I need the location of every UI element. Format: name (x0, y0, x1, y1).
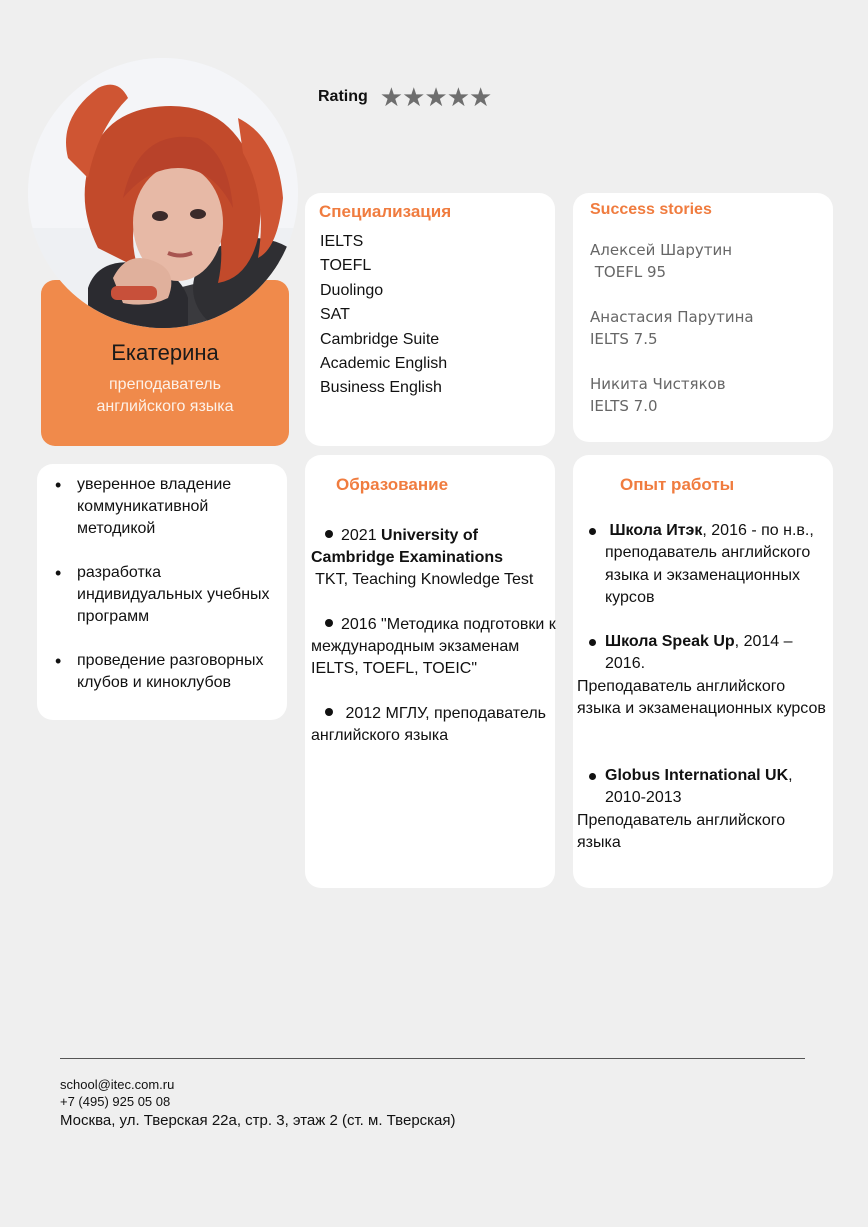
education-item (311, 703, 559, 747)
specialization-item: SAT (320, 306, 350, 324)
skills-card (37, 464, 287, 720)
skill-item: • разработка индивидуальных учебных программ (77, 562, 277, 628)
footer-address: Москва, ул. Тверская 22а, стр. 3, этаж 2 (ст. м. Тверская) (60, 1112, 456, 1129)
education-year: 2012 (341, 705, 382, 722)
student-result: IELTS 7.0 (590, 397, 658, 415)
success-story (590, 239, 732, 283)
education-title: Образование (336, 475, 449, 494)
rating-label: Rating (318, 88, 368, 105)
footer (60, 1076, 456, 1131)
education-card (305, 455, 555, 888)
experience-head (577, 520, 832, 609)
education-item (311, 614, 559, 680)
experience-period: , 2016 - по н.в., преподаватель английского языка и экзаменационных курсов (605, 522, 814, 606)
experience-company: Школа Speak Up (605, 633, 735, 650)
experience-card (573, 455, 833, 888)
specialization-item: Academic English (320, 355, 448, 373)
experience-item (577, 765, 832, 854)
teacher-role (61, 374, 269, 418)
experience-item (577, 631, 832, 720)
bullet-icon (325, 708, 333, 716)
education-detail: МГЛУ, преподаватель английского языка (311, 705, 546, 744)
avatar (28, 58, 298, 328)
specialization-item: Duolingo (320, 281, 384, 299)
experience-period: , 2010-2013 (605, 767, 793, 807)
rating (318, 84, 491, 110)
portrait-photo (28, 58, 298, 328)
success-story (590, 306, 754, 350)
footer-email[interactable]: school@itec.com.ru (60, 1077, 175, 1092)
experience-position: Преподаватель английского языка (577, 811, 786, 851)
experience-period: , 2014 – 2016. (605, 633, 793, 673)
role-line-1: преподаватель (109, 376, 221, 393)
experience-head (577, 765, 832, 810)
skills-list (77, 474, 277, 716)
role-line-2: английского языка (96, 398, 234, 415)
skill-item: • проведение разговорных клубов и киноклубов (77, 650, 277, 694)
experience-head (577, 631, 832, 676)
student-result: TOEFL 95 (590, 263, 667, 281)
experience-position: Преподаватель английского языка и экзаменационных курсов (577, 677, 826, 717)
specialization-item: Cambridge Suite (320, 330, 440, 348)
education-institution: University of Cambridge Examinations (311, 527, 504, 566)
footer-divider (60, 1058, 805, 1059)
experience-title: Опыт работы (620, 475, 735, 494)
skill-item: • уверенное владение коммуникативной методикой (77, 474, 277, 540)
bullet-icon (325, 530, 333, 538)
specialization-item: IELTS (320, 233, 364, 250)
education-year: 2021 (341, 527, 377, 544)
education-item (311, 525, 559, 591)
specialization-card (305, 193, 555, 446)
specialization-list (320, 230, 447, 401)
success-stories-card (573, 193, 833, 442)
experience-company: Globus International UK (605, 767, 789, 784)
specialization-item: TOEFL (320, 257, 372, 275)
experience-company: Школа Итэк (605, 522, 703, 539)
footer-phone[interactable]: +7 (495) 925 05 08 (60, 1094, 171, 1109)
specialization-item: Business English (320, 379, 442, 397)
bullet-icon (325, 619, 333, 627)
education-year: 2016 (341, 616, 377, 633)
student-name: Алексей Шарутин (590, 241, 733, 259)
experience-item (577, 520, 832, 609)
rating-stars-icon: ★★★★★ (379, 82, 492, 112)
student-name: Никита Чистяков (590, 375, 726, 393)
success-story (590, 373, 726, 417)
education-detail: "Методика подготовки к международным экзаменам IELTS, TOEFL, TOEIC" (311, 616, 556, 677)
success-stories-title: Success stories (590, 201, 712, 218)
student-name: Анастасия Парутина (590, 308, 754, 326)
student-result: IELTS 7.5 (590, 330, 658, 348)
specialization-title: Специализация (319, 202, 452, 221)
education-detail: TKT, Teaching Knowledge Test (311, 571, 534, 588)
teacher-name: Екатерина (111, 340, 219, 365)
